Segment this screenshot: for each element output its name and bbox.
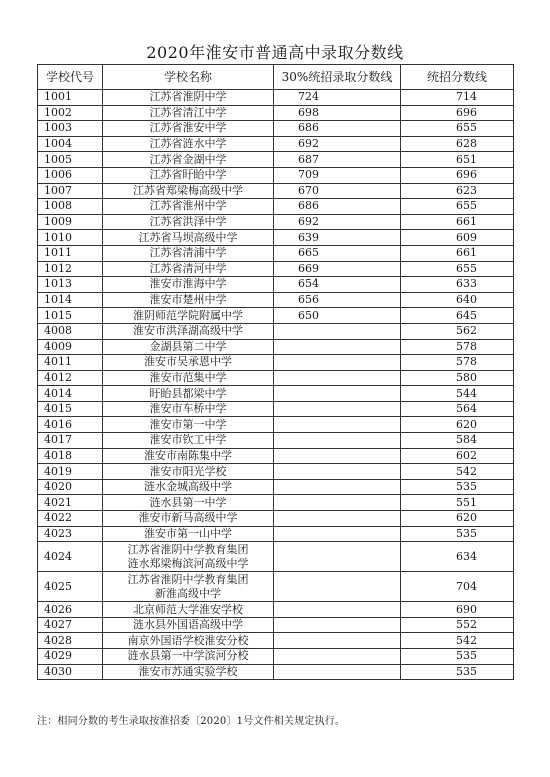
table-row <box>38 370 514 386</box>
score-30pct: 692 <box>274 214 401 230</box>
score-general: 620 <box>401 417 514 433</box>
school-name <box>103 664 274 680</box>
school-code: 4019 <box>38 464 103 480</box>
score-general: 655 <box>401 121 514 137</box>
school-name <box>103 199 274 215</box>
school-code: 1011 <box>38 245 103 261</box>
table-row <box>38 417 514 433</box>
school-code: 4014 <box>38 386 103 402</box>
school-code: 1012 <box>38 261 103 277</box>
score-general: 645 <box>401 308 514 324</box>
table-row <box>38 152 514 168</box>
score-general: 535 <box>401 479 514 495</box>
header-school-name: 学校名称 <box>103 65 274 90</box>
school-code: 4023 <box>38 526 103 542</box>
table-row <box>38 401 514 417</box>
score-30pct <box>274 401 401 417</box>
table-row <box>38 664 514 680</box>
school-code: 4012 <box>38 370 103 386</box>
score-general: 552 <box>401 617 514 633</box>
school-name <box>103 526 274 542</box>
school-code: 1015 <box>38 308 103 324</box>
school-name-line: 涟水郑梁梅滨河高级中学 <box>127 556 249 570</box>
table-row <box>38 386 514 402</box>
score-30pct <box>274 355 401 371</box>
school-name <box>103 90 274 106</box>
school-name <box>103 511 274 527</box>
school-code: 1005 <box>38 152 103 168</box>
school-name-line: 涟水县第一中学滨河分校 <box>127 649 249 663</box>
school-name-line: 淮安市洪泽湖高级中学 <box>133 324 243 338</box>
score-general: 562 <box>401 323 514 339</box>
school-code: 1010 <box>38 230 103 246</box>
score-30pct: 639 <box>274 230 401 246</box>
score-30pct <box>274 370 401 386</box>
school-name <box>103 152 274 168</box>
school-code: 1002 <box>38 105 103 121</box>
school-code: 4030 <box>38 664 103 680</box>
school-name-line: 江苏省涟水中学 <box>149 137 227 151</box>
score-general: 661 <box>401 245 514 261</box>
school-name <box>103 323 274 339</box>
school-name <box>103 292 274 308</box>
school-name <box>103 495 274 511</box>
score-30pct <box>274 464 401 480</box>
school-name <box>103 167 274 183</box>
school-name-line: 盱眙县都梁中学 <box>149 386 227 400</box>
school-code: 4024 <box>38 542 103 572</box>
school-name-line: 江苏省淮州中学 <box>149 199 227 213</box>
score-general: 578 <box>401 355 514 371</box>
score-general: 623 <box>401 183 514 199</box>
score-general: 542 <box>401 633 514 649</box>
school-name-line: 淮安市范集中学 <box>149 370 227 384</box>
school-name <box>103 339 274 355</box>
school-name-line: 江苏省淮阴中学教育集团 <box>127 542 249 556</box>
score-30pct: 686 <box>274 121 401 137</box>
score-30pct <box>274 526 401 542</box>
table-row <box>38 602 514 618</box>
score-30pct: 656 <box>274 292 401 308</box>
school-code: 4011 <box>38 355 103 371</box>
school-code: 1014 <box>38 292 103 308</box>
school-name-line: 江苏省淮阴中学 <box>149 90 227 104</box>
score-30pct: 669 <box>274 261 401 277</box>
score-general: 535 <box>401 649 514 665</box>
score-general: 628 <box>401 136 514 152</box>
school-code: 1008 <box>38 199 103 215</box>
school-name-line: 江苏省郑梁梅高级中学 <box>133 183 243 197</box>
score-general: 696 <box>401 167 514 183</box>
score-general: 696 <box>401 105 514 121</box>
school-code: 4025 <box>38 572 103 602</box>
table-row <box>38 245 514 261</box>
school-code: 4022 <box>38 511 103 527</box>
score-30pct: 709 <box>274 167 401 183</box>
score-30pct <box>274 417 401 433</box>
score-30pct <box>274 448 401 464</box>
score-general: 602 <box>401 448 514 464</box>
school-code: 1003 <box>38 121 103 137</box>
table-row <box>38 649 514 665</box>
table-row <box>38 448 514 464</box>
table-row <box>38 167 514 183</box>
table-row <box>38 339 514 355</box>
score-general: 690 <box>401 602 514 618</box>
table-row <box>38 90 514 106</box>
school-name <box>103 417 274 433</box>
table-row <box>38 633 514 649</box>
school-name-line: 淮安市楚州中学 <box>149 293 227 307</box>
score-general: 651 <box>401 152 514 168</box>
school-name <box>103 355 274 371</box>
school-code: 4028 <box>38 633 103 649</box>
school-name <box>103 277 274 293</box>
school-code: 4020 <box>38 479 103 495</box>
table-row <box>38 355 514 371</box>
score-general: 535 <box>401 526 514 542</box>
score-general: 551 <box>401 495 514 511</box>
school-code: 1009 <box>38 214 103 230</box>
school-name <box>103 602 274 618</box>
table-row <box>38 277 514 293</box>
score-30pct <box>274 602 401 618</box>
score-general: 655 <box>401 199 514 215</box>
school-name <box>103 261 274 277</box>
table-row <box>38 495 514 511</box>
score-30pct: 687 <box>274 152 401 168</box>
school-name-line: 淮安市苏通实验学校 <box>138 664 238 678</box>
school-name <box>103 370 274 386</box>
score-30pct <box>274 617 401 633</box>
score-30pct: 650 <box>274 308 401 324</box>
score-general: 634 <box>401 542 514 572</box>
school-code: 4018 <box>38 448 103 464</box>
score-30pct <box>274 339 401 355</box>
score-general: 564 <box>401 401 514 417</box>
school-name-line: 淮安市南陈集中学 <box>144 448 232 462</box>
table-row <box>38 230 514 246</box>
score-general: 542 <box>401 464 514 480</box>
footnote: 注：相同分数的考生录取按淮招委〔2020〕1号文件相关规定执行。 <box>37 716 346 727</box>
score-30pct <box>274 386 401 402</box>
school-name-line: 江苏省淮安中学 <box>149 121 227 135</box>
school-name <box>103 542 274 572</box>
table-row <box>38 183 514 199</box>
score-30pct: 686 <box>274 199 401 215</box>
school-name <box>103 617 274 633</box>
score-30pct <box>274 542 401 572</box>
school-code: 4026 <box>38 602 103 618</box>
score-30pct <box>274 323 401 339</box>
table-row <box>38 292 514 308</box>
score-general: 580 <box>401 370 514 386</box>
school-name-line: 淮安市吴承恩中学 <box>144 355 232 369</box>
table-row <box>38 511 514 527</box>
score-general: 535 <box>401 664 514 680</box>
header-general-score: 统招分数线 <box>401 65 514 90</box>
score-general: 578 <box>401 339 514 355</box>
school-name-line: 淮安市钦工中学 <box>149 433 227 447</box>
school-code: 4027 <box>38 617 103 633</box>
school-name <box>103 479 274 495</box>
table-row <box>38 261 514 277</box>
school-name <box>103 448 274 464</box>
table-row <box>38 323 514 339</box>
school-name-line: 南京外国语学校淮安分校 <box>127 633 249 647</box>
table-row <box>38 136 514 152</box>
score-general: 640 <box>401 292 514 308</box>
score-30pct: 665 <box>274 245 401 261</box>
school-name-line: 金湖县第二中学 <box>149 339 227 353</box>
score-general: 544 <box>401 386 514 402</box>
school-name <box>103 245 274 261</box>
header-school-code: 学校代号 <box>38 65 103 90</box>
score-general: 620 <box>401 511 514 527</box>
school-name-line: 江苏省淮阴中学教育集团 <box>127 572 249 586</box>
table-row <box>38 199 514 215</box>
school-code: 4029 <box>38 649 103 665</box>
school-name-line: 江苏省清河中学 <box>149 261 227 275</box>
school-code: 4008 <box>38 323 103 339</box>
school-name <box>103 136 274 152</box>
table-row <box>38 214 514 230</box>
table-row <box>38 572 514 602</box>
school-name-line: 江苏省洪泽中学 <box>149 215 227 229</box>
school-name <box>103 464 274 480</box>
score-30pct: 692 <box>274 136 401 152</box>
school-code: 1006 <box>38 167 103 183</box>
score-30pct: 724 <box>274 90 401 106</box>
header-30pct-score: 30%统招录取分数线 <box>274 65 401 90</box>
school-name-line: 江苏省盱眙中学 <box>149 168 227 182</box>
school-name <box>103 633 274 649</box>
score-30pct: 654 <box>274 277 401 293</box>
table-row <box>38 105 514 121</box>
school-name <box>103 183 274 199</box>
score-general: 655 <box>401 261 514 277</box>
score-30pct <box>274 633 401 649</box>
school-code: 1001 <box>38 90 103 106</box>
table-header-row <box>38 65 514 90</box>
school-name-line: 淮安市第一中学 <box>149 417 227 431</box>
school-name <box>103 121 274 137</box>
table-row <box>38 526 514 542</box>
table-row <box>38 617 514 633</box>
school-code: 1004 <box>38 136 103 152</box>
score-general: 714 <box>401 90 514 106</box>
school-code: 4017 <box>38 433 103 449</box>
score-30pct <box>274 433 401 449</box>
score-30pct <box>274 495 401 511</box>
school-name <box>103 230 274 246</box>
school-name <box>103 649 274 665</box>
table-row <box>38 308 514 324</box>
school-code: 1013 <box>38 277 103 293</box>
score-30pct <box>274 649 401 665</box>
school-name <box>103 433 274 449</box>
score-general: 704 <box>401 572 514 602</box>
school-code: 4009 <box>38 339 103 355</box>
school-name-line: 北京师范大学淮安学校 <box>133 602 243 616</box>
school-code: 4015 <box>38 401 103 417</box>
table-row <box>38 479 514 495</box>
score-general: 609 <box>401 230 514 246</box>
score-30pct <box>274 572 401 602</box>
score-general: 584 <box>401 433 514 449</box>
page-title: 2020年淮安市普通高中录取分数线 <box>146 43 404 62</box>
school-name-line: 江苏省马坝高级中学 <box>138 230 238 244</box>
school-name <box>103 401 274 417</box>
school-name <box>103 308 274 324</box>
table-row <box>38 121 514 137</box>
school-name-line: 江苏省清浦中学 <box>149 246 227 260</box>
school-name-line: 淮阴师范学院附属中学 <box>133 308 243 322</box>
score-30pct: 698 <box>274 105 401 121</box>
score-general: 661 <box>401 214 514 230</box>
school-name <box>103 214 274 230</box>
score-30pct <box>274 664 401 680</box>
school-name <box>103 572 274 602</box>
school-code: 4016 <box>38 417 103 433</box>
school-name-line: 淮安市新马高级中学 <box>138 511 238 525</box>
school-name-line: 江苏省清江中学 <box>149 105 227 119</box>
school-code: 1007 <box>38 183 103 199</box>
school-name-line: 淮安市车桥中学 <box>149 402 227 416</box>
school-name-line: 江苏省金湖中学 <box>149 152 227 166</box>
school-name-line: 淮安市阳光学校 <box>149 464 227 478</box>
school-name-line: 淮安市第一山中学 <box>144 526 232 540</box>
table-row <box>38 464 514 480</box>
score-30pct <box>274 511 401 527</box>
school-name-line: 新淮高级中学 <box>155 586 221 600</box>
school-name-line: 涟水金城高级中学 <box>144 480 232 494</box>
school-code: 4021 <box>38 495 103 511</box>
school-name <box>103 105 274 121</box>
table-row <box>38 542 514 572</box>
school-name <box>103 386 274 402</box>
score-table <box>37 64 514 680</box>
score-general: 633 <box>401 277 514 293</box>
school-name-line: 涟水县外国语高级中学 <box>133 618 243 632</box>
school-name-line: 淮安市淮海中学 <box>149 277 227 291</box>
score-30pct: 670 <box>274 183 401 199</box>
school-name-line: 涟水县第一中学 <box>149 495 227 509</box>
table-row <box>38 433 514 449</box>
score-30pct <box>274 479 401 495</box>
